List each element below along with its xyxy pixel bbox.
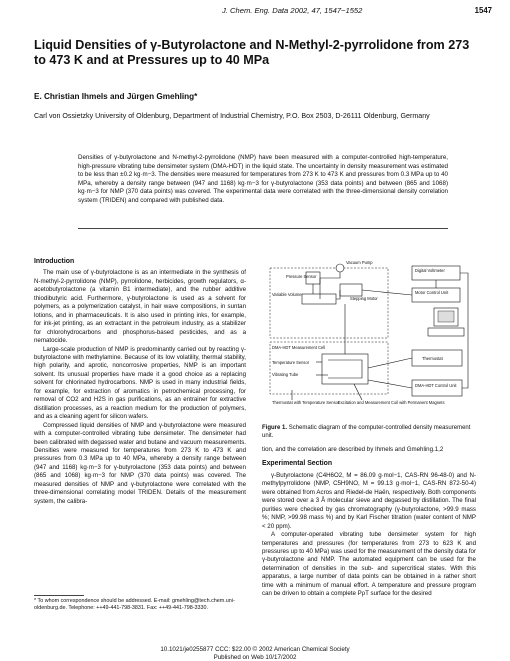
label-digital-voltmeter: Digital Voltmeter — [415, 268, 445, 273]
label-thermostat: Thermostat — [422, 356, 443, 361]
correspondence-footnote: * To whom correspondence should be addressed. E-mail: gmehling@tech.chem.uni-oldenburg.de. Telephone: ++49-441-798-3831. Fax: ++49-441-798-3330. — [34, 598, 235, 612]
label-motor-control-unit: Motor Control Unit — [415, 290, 449, 295]
right-column — [262, 446, 476, 599]
experimental-paragraph-1: γ-Butyrolactone (C4H6O2, M = 86.09 g·mol−1, CAS-RN 96-48-0) and N-methylpyrrolidone (NMP, C5H9NO, M = 99.13 g·mol−1, CAS-RN 872-50-4) were obtained from Acros and Riedel-de Haën, respectively. Both components were stored over a 3 Å molecular sieve and degassed by distillation. The final purities were checked by gas chromatography (γ-butyrolactone, >99.9 mass %; NMP, >99.98 mass %) and by Karl Fischer titration (water content of NMP < 20 ppm). — [262, 471, 476, 530]
label-dma-measurement-cell: DMA-HDT Measurement Cell — [272, 345, 326, 350]
footnote-divider — [34, 595, 84, 596]
label-pressure-sensor: Pressure Sensor — [286, 274, 317, 279]
doi-copyright-line: 10.1021/je0255877 CCC: $22.00 © 2002 American Chemical Society — [160, 646, 350, 653]
figure-1-schematic — [262, 256, 476, 422]
section-heading-experimental: Experimental Section — [262, 460, 333, 468]
intro-paragraph-1: The main use of γ-butyrolactone is as an intermediate in the synthesis of N-methyl-2-pyrrolidone (NMP), pyrrolidone, herbicides, growth regulators, α-acetobutyrolactone (a vitamin B1 intermediate), and the rubber additive thiodibutyric acid. Furthermore, γ-butyrolactone is used as a solvent for polymers, as a polymerization catalyst, in hair wave compositions, in suntan lotions, and in pharmaceuticals. It is also used in printing inks, for example, for ink-jet printing, as an extractant in the petroleum industry, as a stabilizer for chlorohydrocarbons and phosphorus-based pesticides, and as a nematocide. — [34, 269, 246, 345]
figure-caption-label: Figure 1. — [262, 425, 288, 431]
intro-paragraph-2: Large-scale production of NMP is predominantly carried out by reacting γ-butyrolactone with methylamine. Because of its low volatility, thermal stability, high polarity, and aprotic, noncorrosive properties, NMP is an important solvent. Its unusual properties have made it a good choice as a replacing solvent for chlorinated hydrocarbons. NMP is used in many industrial fields, for example, for extraction of aromatics in petrochemical processing, for removal of CO2 and H2S in gas purifications, as an entrainer for extractive distillation processes, as a reaction medium for the production of polymers, and as a cleaning agent for silicon wafers. — [34, 345, 246, 421]
affiliation: Carl von Ossietzky University of Oldenburg, Department of Industrial Chemistry, P.O. Box 2503, D-26111 Oldenburg, Germany — [34, 112, 430, 120]
left-column — [34, 258, 246, 506]
label-dma-control-unit: DMA-HDT Control Unit — [415, 383, 457, 388]
journal-reference: J. Chem. Eng. Data 2002, 47, 1547−1552 — [222, 6, 363, 15]
label-stepping-motor: Stepping Motor — [350, 296, 378, 301]
published-date-line: Published on Web 10/17/2002 — [213, 653, 297, 661]
continuation-paragraph: tion, and the correlation are described by Ihmels and Gmehling.1,2 — [262, 446, 444, 453]
running-head — [0, 6, 510, 18]
label-vibrating-tube: Vibrating Tube — [272, 372, 299, 377]
label-variable-volume: Variable Volume — [272, 292, 302, 297]
section-heading-introduction: Introduction — [34, 258, 75, 265]
label-excitation-coil: Excitation and Measurement Coil with Permanent Magnets — [338, 400, 445, 405]
abstract: Densities of γ-butyrolactone and N-methyl-2-pyrrolidone (NMP) have been measured with a computer-controlled high-temperature, high-pressure vibrating tube densimeter system (DMA-HDT) in the liquid state. The uncertainty in density measurement was estimated to be less than ±0.2 kg·m−3. The densities were measured for temperatures from 273 K to 473 K and pressures from 0.3 MPa up to 40 MPa, whereby a density range between (947 and 1168) kg·m−3 for γ-butyrolactone (353 data points) and between (865 and 1068) kg·m−3 for NMP (370 data points) was covered. The experimental data were correlated with the three-dimensional density correlation system (TRIDEN) and compared with published data. — [78, 154, 448, 204]
figure-caption-text: Schematic diagram of the computer-controlled density measurement unit. — [262, 425, 471, 439]
page-footer — [0, 646, 510, 661]
computer-keyboard — [428, 328, 464, 336]
label-vacuum-pump: Vacuum Pump — [346, 260, 373, 265]
apparatus-diagram — [262, 256, 476, 422]
abstract-divider — [78, 228, 448, 229]
page-number: 1547 — [474, 6, 492, 15]
label-temperature-sensor: Temperature Sensor — [272, 360, 310, 365]
label-thermostat-with-sensor: Thermostat with Temperature Sensor — [272, 400, 340, 405]
authors: E. Christian Ihmels and Jürgen Gmehling* — [34, 92, 198, 101]
intro-paragraph-3: Compressed liquid densities of NMP and γ-butyrolactone were measured with a computer-controlled vibrating tube densimeter. The densimeter had been calibrated with degassed water and butane and vacuum measurements. Densities were measured for temperatures from 273 K to 473 K and pressures from 0.3 MPa up to 40 MPa, whereby a density range between (947 and 1168) kg·m−3 for γ-butyrolactone (353 data points) and between (865 and 1068) kg·m−3 for NMP (370 data points) was covered. The measured densities of NMP and γ-butyrolactone were correlated with the three-dimensional correlating model TRIDEN. Details of the measurement system, the calibra- — [34, 421, 246, 505]
article-title: Liquid Densities of γ-Butyrolactone and N-Methyl-2-pyrrolidone from 273 to 473 K and at Pressures up to 40 MPa — [34, 38, 470, 67]
experimental-paragraph-2: A computer-operated vibrating tube densimeter system for high temperatures and pressures (for temperatures from 273 to 623 K and pressures up to 40 MPa) was used for the measurement of the density data for γ-butyrolactone and NMP. The automated equipment can be used for the determination of densities in the sub- and supercritical states. With this apparatus, a large number of data points can be obtained in a rather short time with a minimum of manual effort. A temperature and pressure program can be driven to obtain a complete PρT surface for the desired — [262, 531, 477, 598]
figure-1-caption — [262, 424, 476, 440]
